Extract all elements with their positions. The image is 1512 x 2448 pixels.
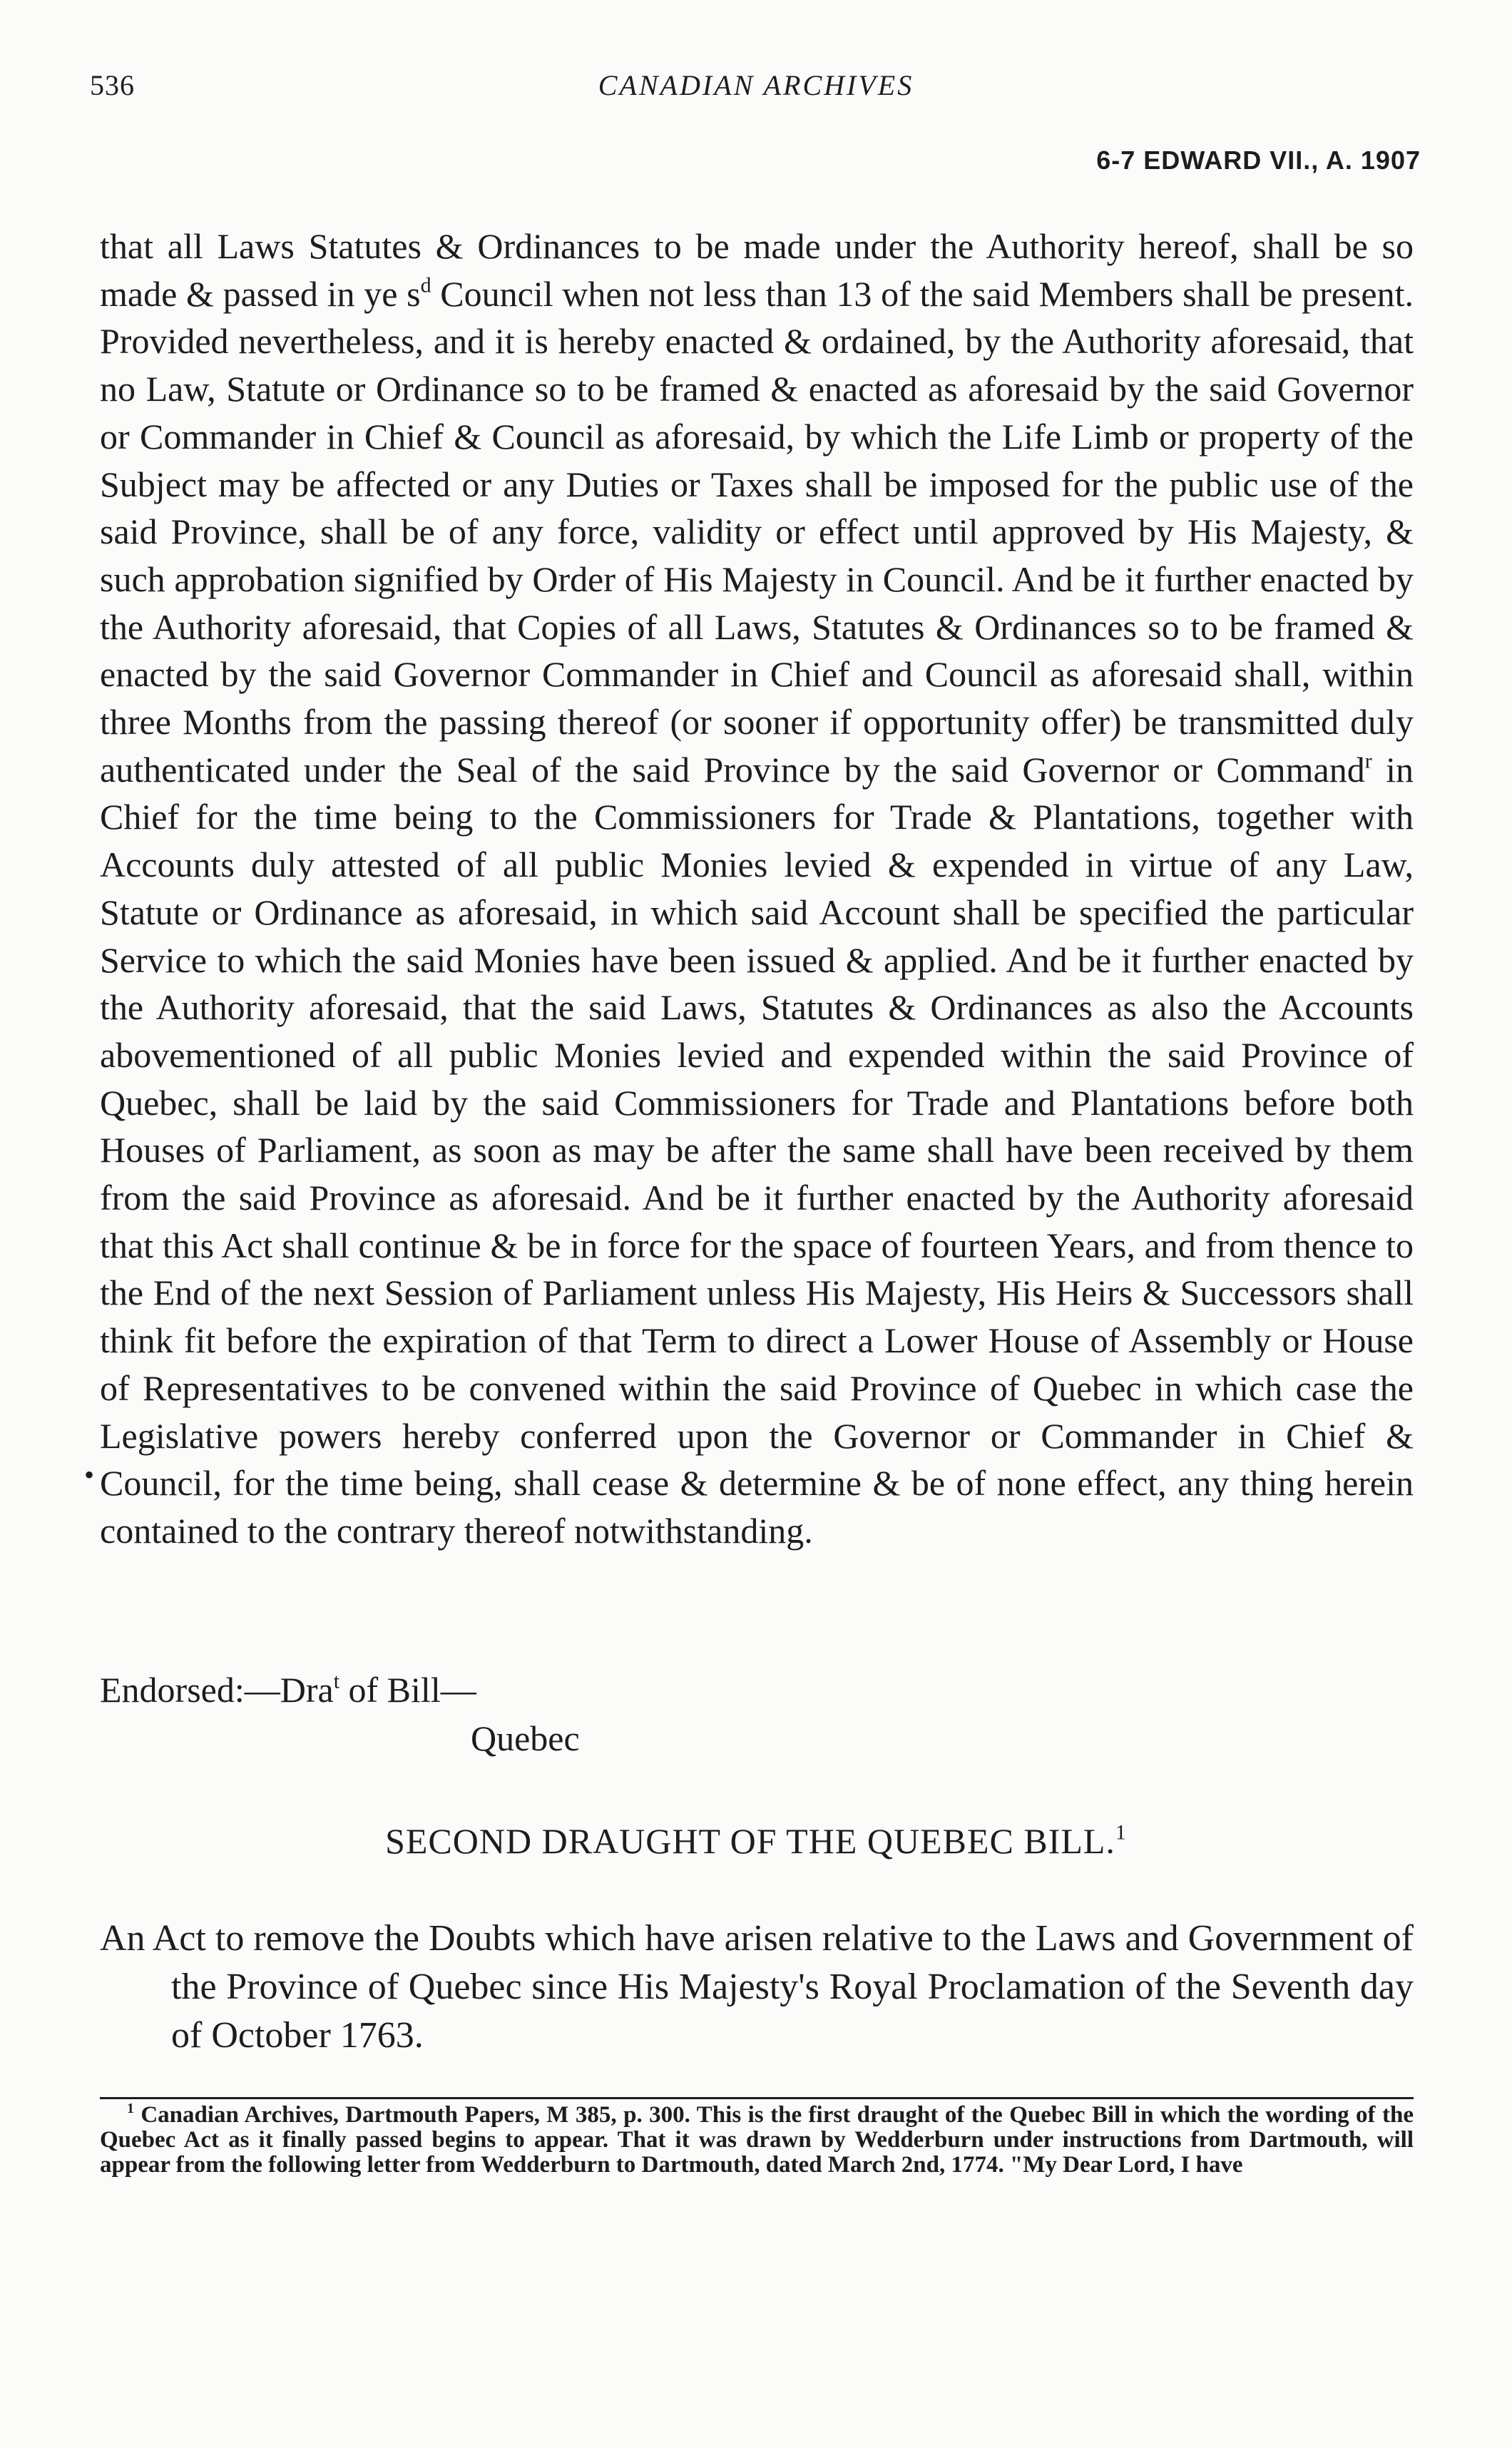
body-paragraph (100, 223, 1414, 1555)
endorsement-suffix: of Bill— (339, 1670, 476, 1710)
footnote-reference: 1 (1115, 1820, 1127, 1845)
endorsement-prefix: Endorsed:—Dra (100, 1670, 334, 1710)
body-text-part-1: that all Laws Statutes & Ordinances to be made under the Authority hereof, shall be so made & passed in ye s (100, 226, 1414, 314)
page-number: 536 (90, 69, 135, 101)
act-title: An Act to remove the Doubts which have arisen relative to the Laws and Government of the Province of Quebec since His Majesty's Royal Proclamation of the Seventh day of October 1763. (100, 1918, 1414, 2056)
endorsement-line (100, 1666, 476, 1714)
endorsement-place: Quebec (471, 1718, 580, 1758)
section-heading-text: SECOND DRAUGHT OF THE QUEBEC BILL. (385, 1821, 1115, 1861)
endorsement-superscript: t (333, 1669, 340, 1693)
footnote-text: Canadian Archives, Dartmouth Papers, M 385, p. 300. This is the first draught of the Quebec Bill in which the wording of the Quebec Act as it finally passed begins to appear. That it was drawn by Wedderburn under instructions from Dartmouth, will appear from the following letter from Wedderburn to Dartmouth, dated March 2nd, 1774. "My Dear Lord, I have (100, 2102, 1414, 2178)
footnote-marker: 1 (127, 2101, 134, 2117)
superscript-r: r (1364, 749, 1372, 773)
footnote (100, 2103, 1414, 2178)
session-line: 6-7 EDWARD VII., A. 1907 (1096, 146, 1421, 175)
superscript-d: d (420, 273, 431, 297)
margin-mark: • (84, 1459, 95, 1491)
body-text-part-3: in Chief for the time being to the Commissioners for Trade & Plantations, together with Accounts duly attested of all public Monies levied & expended in virtue of any Law, Statute or Ordinance as aforesaid, in which said Account shall be specified the particular Service to which the said Monies have been issued & applied. And be it further enacted by the Authority aforesaid, that the said Laws, Statutes & Ordinances as also the Accounts abovementioned of all public Monies levied and expended within the said Province of Quebec, shall be laid by the said Commissioners for Trade and Plantations before both Houses of Parliament, as soon as may be after the same shall have been received by them from the said Province as aforesaid. And be it further enacted by the Authority aforesaid that this Act shall continue & be in force for the space of fourteen Years, and from thence to the End of the next Session of Parliament unless His Majesty, His Heirs & Successors shall think fit before the expiration of that Term to direct a Lower House of Assembly or House of Representatives to be convened within the said Province of Quebec in which case the Legislative powers hereby conferred upon the Governor or Commander in Chief & Council, for the time being, shall cease & determine & be of none effect, any thing herein contained to the contrary thereof notwithstanding. (100, 749, 1414, 1551)
body-text-part-2: Council when not less than 13 of the said Members shall be present. Provided nevertheless, and it is hereby enacted & ordained, by the Authority aforesaid, that no Law, Statute or Ordinance so to be framed & enacted as aforesaid by the said Governor or Commander in Chief & Council as aforesaid, by which the Life Limb or property of the Subject may be affected or any Duties or Taxes shall be imposed for the public use of the said Province, shall be of any force, validity or effect until approved by His Majesty, & such approbation signified by Order of His Majesty in Council. And be it further enacted by the Authority aforesaid, that Copies of all Laws, Statutes & Ordinances so to be framed & enacted by the said Governor Commander in Chief and Council as aforesaid shall, within three Months from the passing thereof (or sooner if opportunity offer) be transmitted duly authenticated under the Seal of the said Province by the said Governor or Command (100, 273, 1414, 790)
running-title: CANADIAN ARCHIVES (598, 69, 914, 101)
footnote-divider (100, 2097, 1414, 2099)
section-heading (0, 1820, 1512, 1862)
